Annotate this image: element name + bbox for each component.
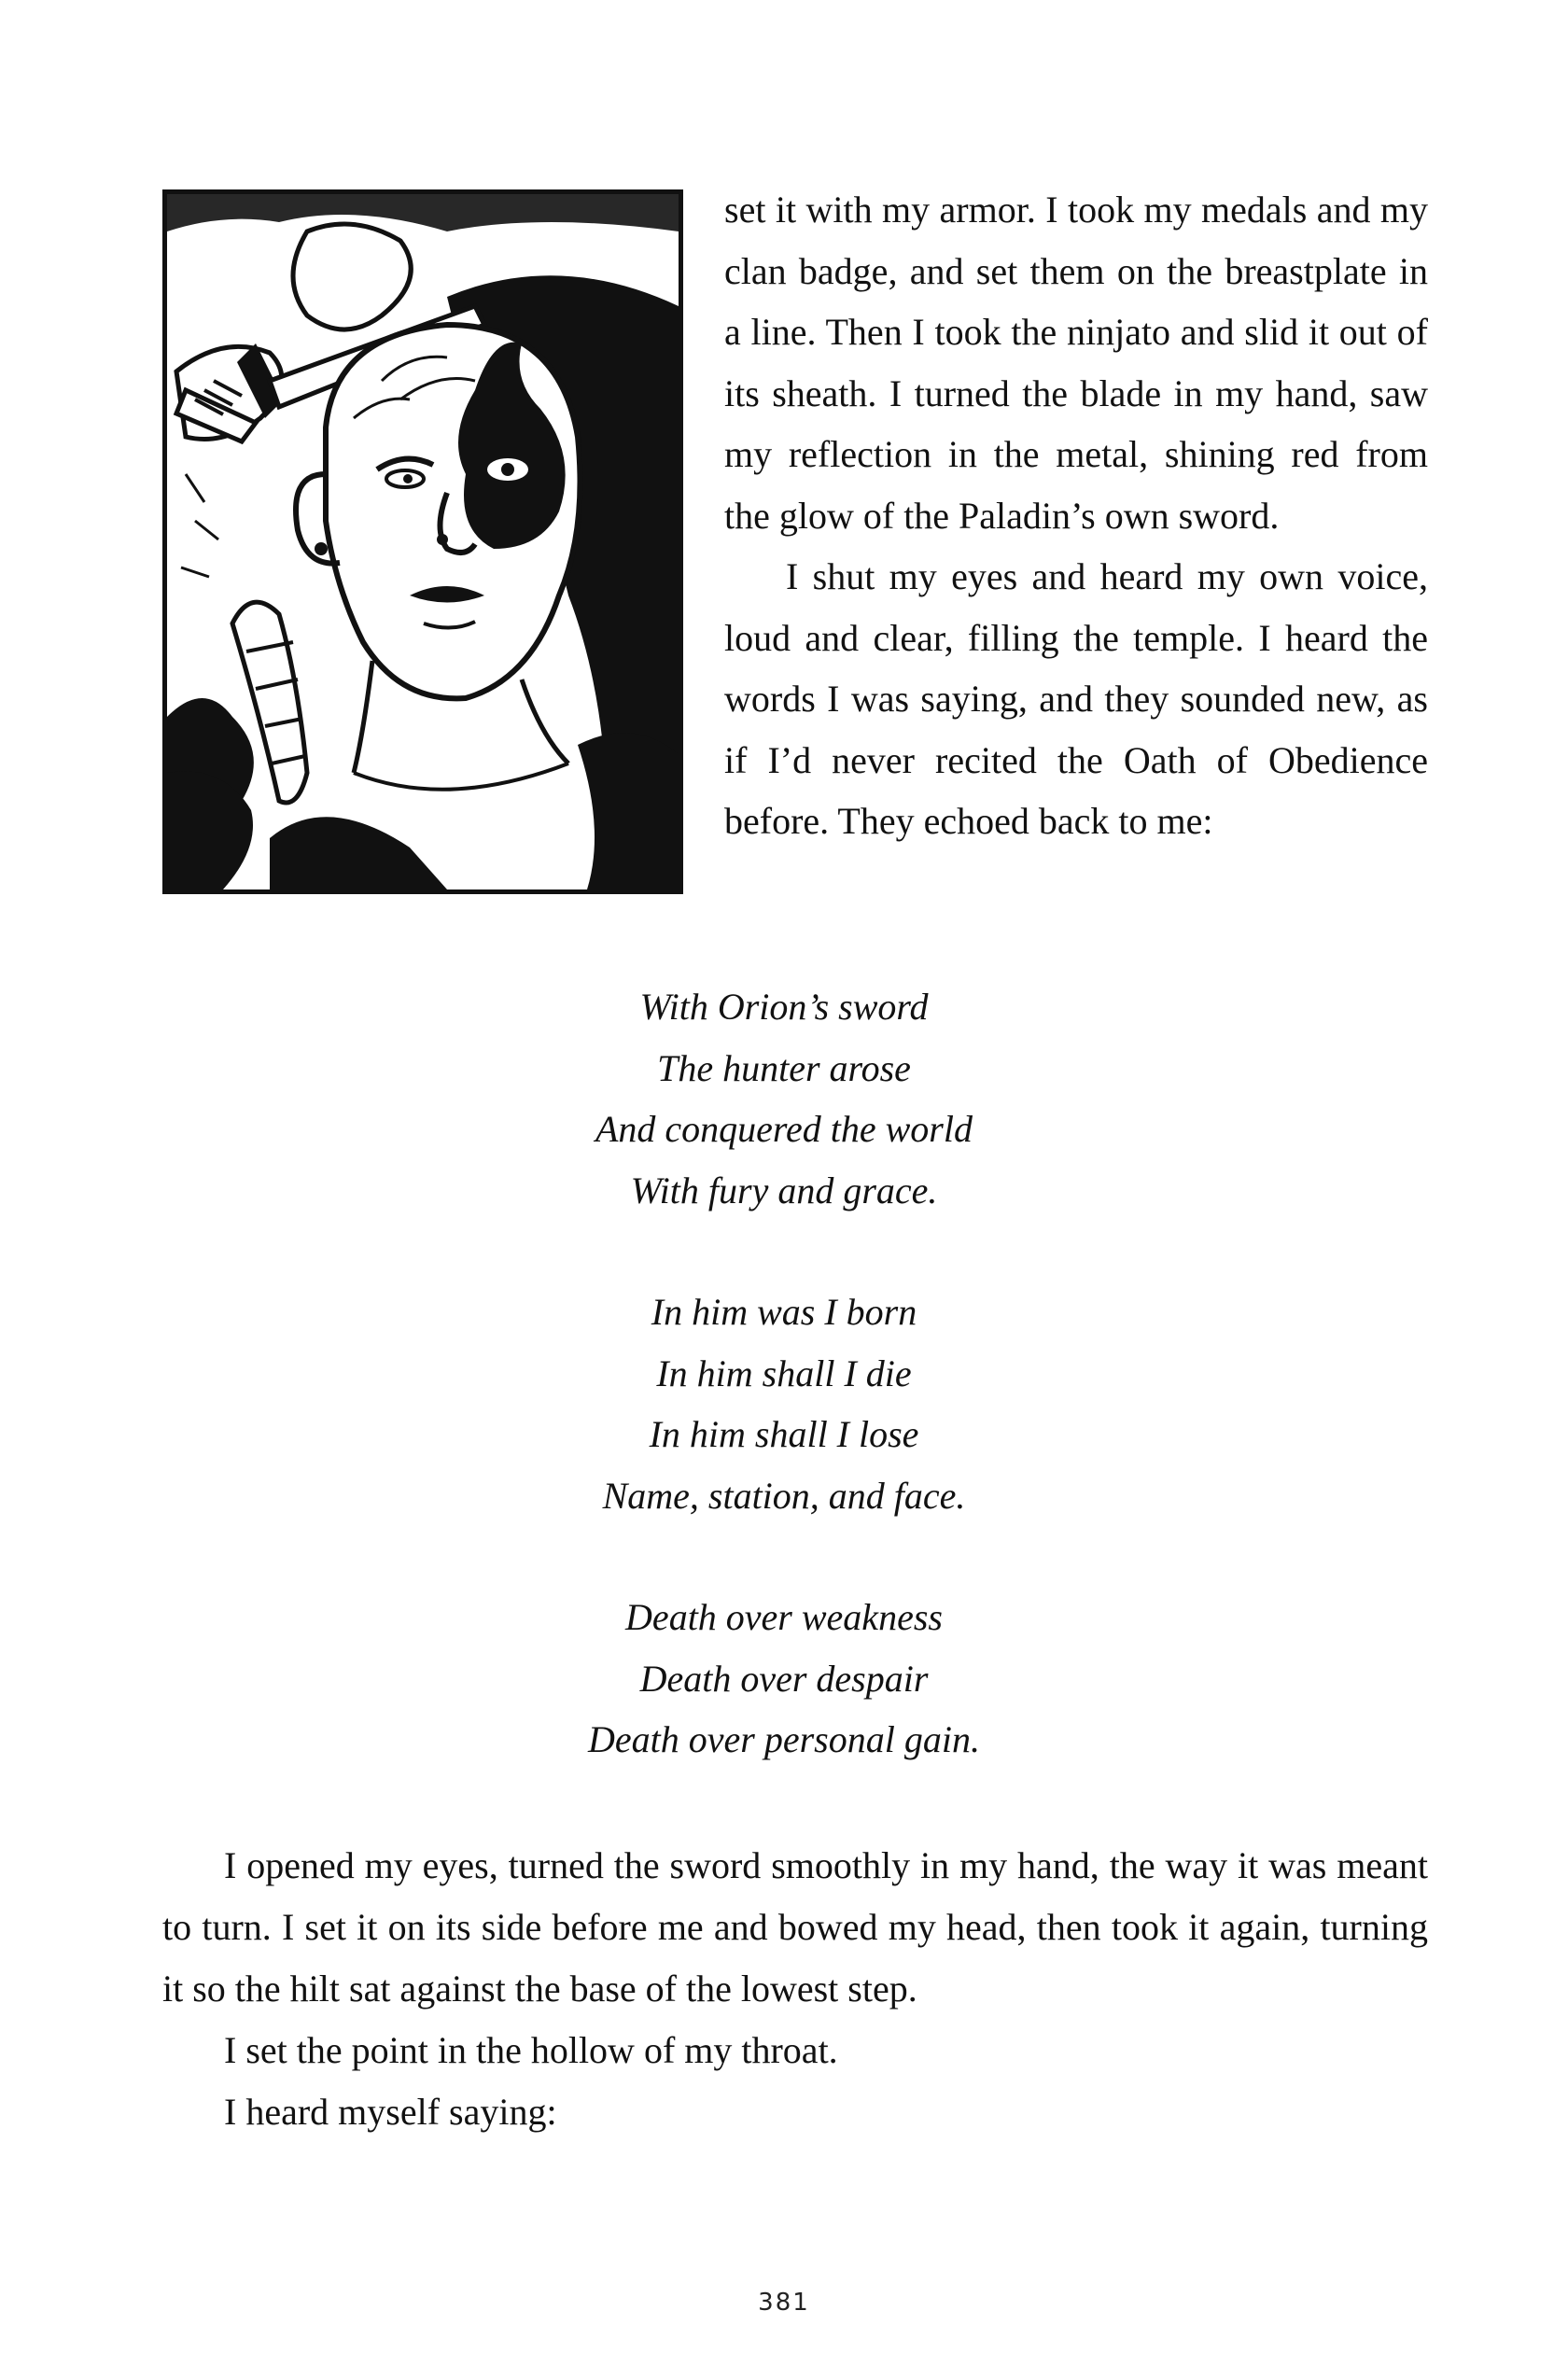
page-number: 381 — [758, 2289, 810, 2317]
verse-line: Death over weakness — [625, 1596, 943, 1638]
body-paragraph-1: I opened my eyes, turned the sword smoothly in my hand, the way it was meant to turn. I set it on its side before me and bowed my head, then took it again, turning it so the hilt sat against the base of the lowest step. — [162, 1844, 1428, 2010]
verse-line: Death over despair — [639, 1657, 929, 1700]
verse-line: And conquered the world — [595, 1108, 973, 1150]
illustration — [162, 189, 683, 894]
verse-line: Name, station, and face. — [602, 1474, 966, 1517]
body-text — [162, 1835, 1428, 2143]
portrait-drawing-icon — [167, 194, 679, 889]
verse-stanza-3 — [411, 1587, 1157, 1771]
verse-line: With Orion’s sword — [639, 986, 929, 1028]
verse-line: The hunter arose — [657, 1046, 911, 1089]
oath-verse — [411, 976, 1157, 1831]
column-text — [724, 179, 1428, 852]
body-paragraph-2: I set the point in the hollow of my throat. — [224, 2029, 838, 2071]
body-paragraph-3: I heard myself saying: — [224, 2091, 557, 2133]
verse-stanza-1 — [411, 976, 1157, 1221]
column-paragraph-2: I shut my eyes and heard my own voice, loud and clear, filling the temple. I heard the words I was saying, and they sounded new, as if I’d never recited the Oath of Obedience before. They echoed back to me: — [724, 555, 1428, 842]
verse-line: In him shall I lose — [649, 1413, 919, 1455]
verse-stanza-2 — [411, 1282, 1157, 1526]
verse-line: With fury and grace. — [630, 1169, 938, 1212]
verse-line: In him was I born — [651, 1291, 917, 1333]
column-paragraph-1: set it with my armor. I took my medals and my clan badge, and set them on the breastplate in a line. Then I took the ninjato and slid it out of its sheath. I turned the blade in my hand, saw my reflection in the metal, shining red from the glow of the Paladin’s own sword. — [724, 189, 1428, 537]
verse-line: In him shall I die — [656, 1352, 912, 1394]
verse-line: Death over personal gain. — [588, 1718, 980, 1760]
